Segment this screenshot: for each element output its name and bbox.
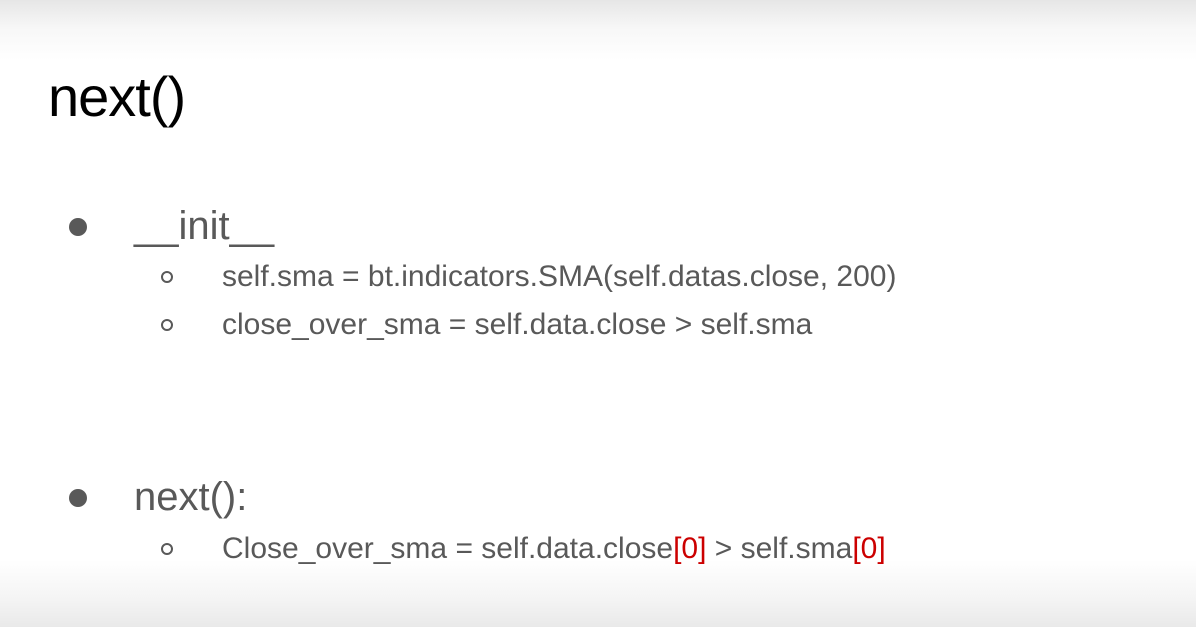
bullet-next-text: next(): (134, 475, 248, 519)
sub-bullet-close-over-sma (0, 307, 1196, 347)
slide-title: next() (48, 65, 186, 128)
sub-bullet-close-over-sma-text: close_over_sma = self.data.close > self.sma (222, 308, 813, 341)
bullet-dot-icon (69, 489, 87, 507)
bullet-init-text: __init__ (134, 204, 275, 248)
sub-bullet-next-close (0, 531, 1196, 571)
bullet-circle-icon (161, 319, 173, 331)
bullet-dot-icon (69, 218, 87, 236)
bullet-next (0, 471, 1196, 531)
sub-bullet-next-close-text (222, 534, 886, 564)
sub-bullet-sma (0, 259, 1196, 299)
bullet-circle-icon (161, 543, 173, 555)
code-part-2: > self.sma (706, 532, 853, 565)
bullet-init (0, 200, 1196, 260)
code-part-1: Close_over_sma = self.data.close (222, 532, 674, 565)
index-highlight-2: [0] (852, 532, 886, 565)
bullet-circle-icon (161, 271, 173, 283)
index-highlight-1: [0] (673, 532, 707, 565)
sub-bullet-sma-text: self.sma = bt.indicators.SMA(self.datas.close, 200) (222, 260, 897, 293)
